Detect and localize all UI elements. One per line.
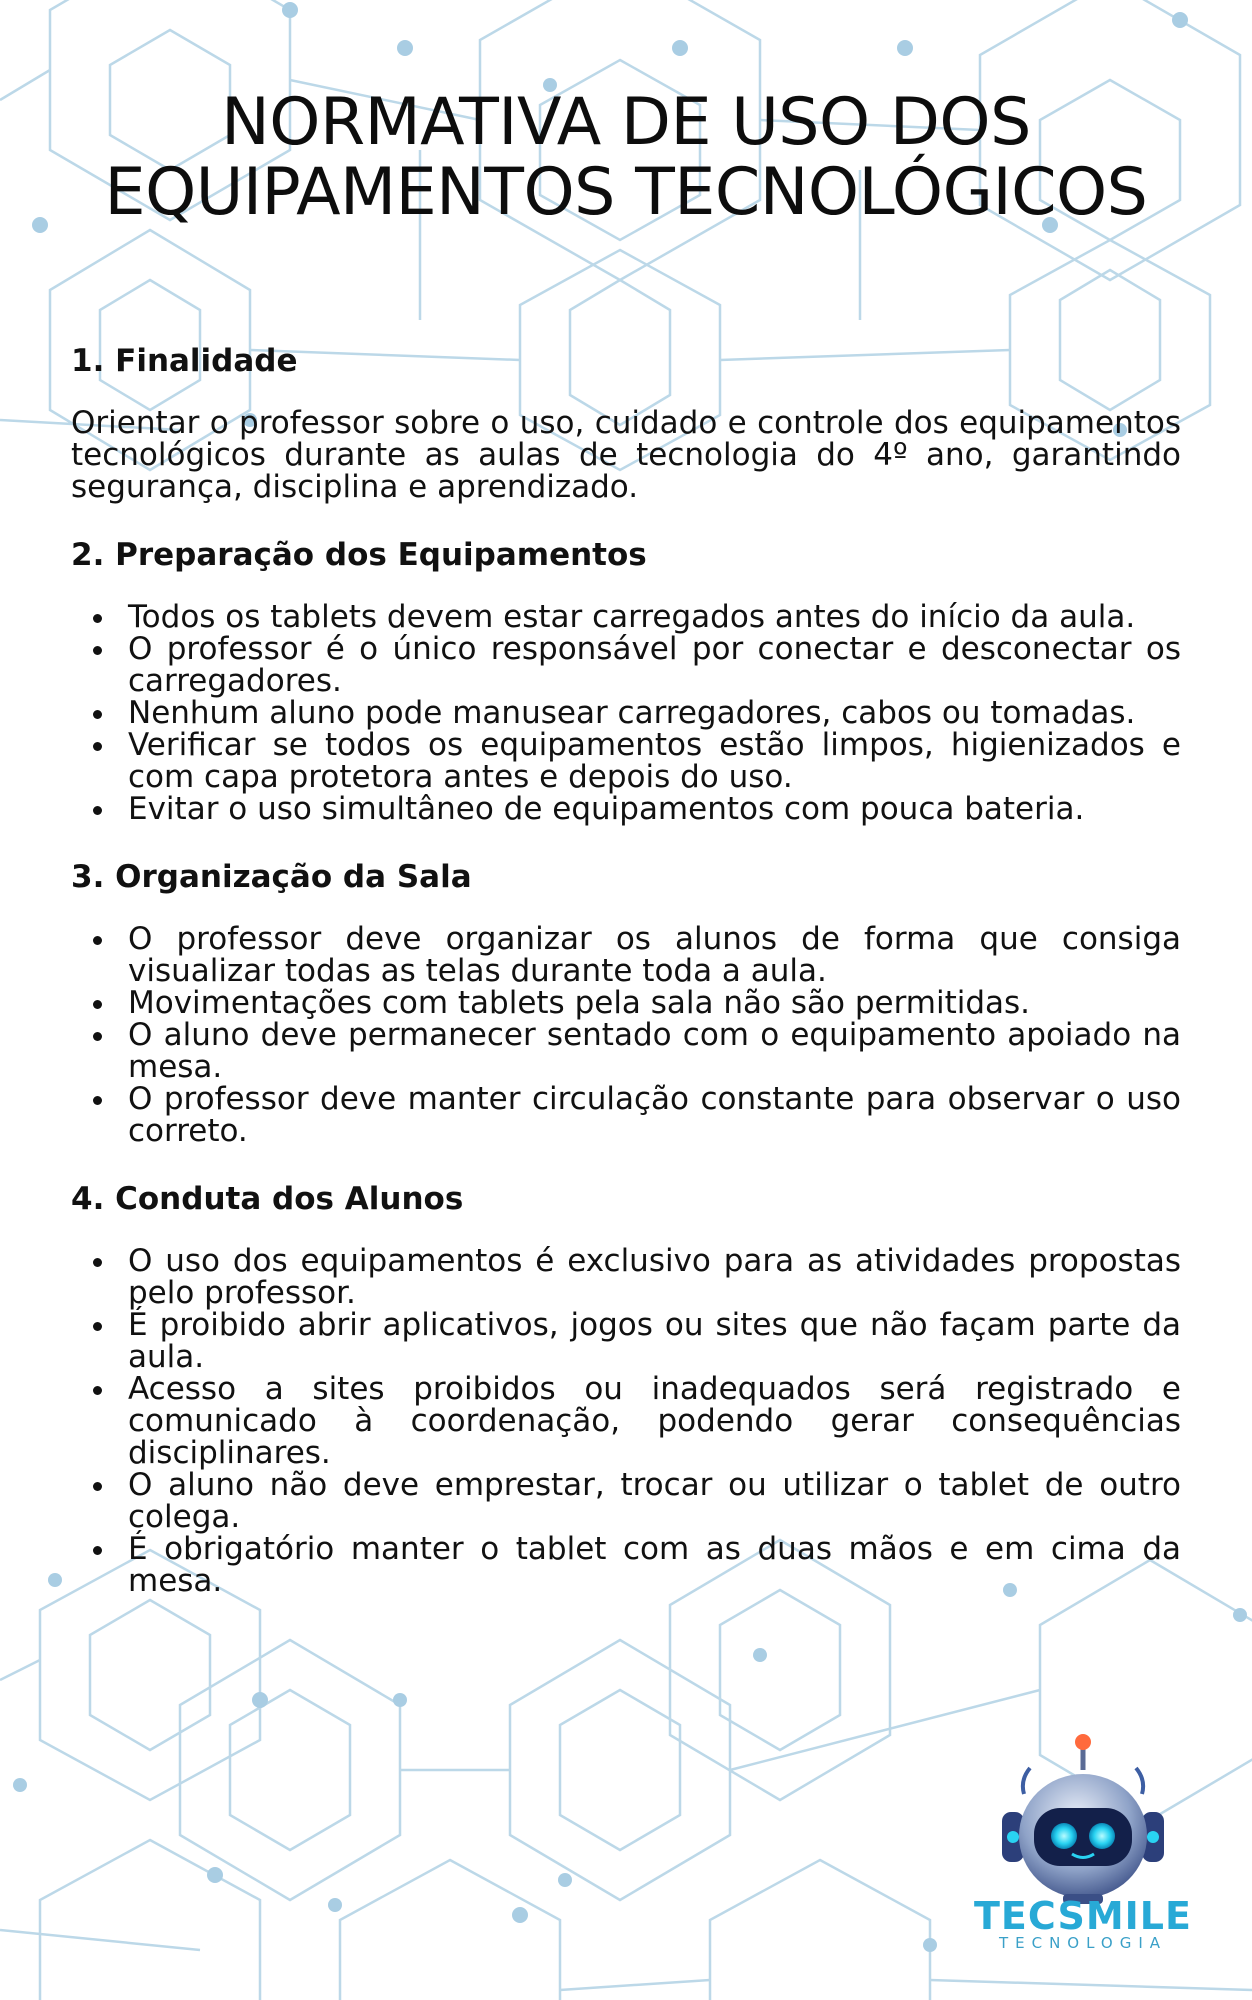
bullet-list	[71, 601, 1181, 825]
list-item: O professor deve organizar os alunos de forma que consiga visualizar todas as telas durante toda a aula.	[71, 923, 1181, 987]
section-organizacao	[71, 859, 1181, 1147]
section-heading: 4. Conduta dos Alunos	[71, 1181, 464, 1217]
logo-subtitle: TECNOLOGIA	[998, 1934, 1168, 1952]
bullet-list	[71, 1245, 1181, 1597]
section-preparacao	[71, 537, 1181, 825]
list-item: O uso dos equipamentos é exclusivo para as atividades propostas pelo professor.	[71, 1245, 1181, 1309]
list-item: Nenhum aluno pode manusear carregadores, cabos ou tomadas.	[71, 697, 1181, 729]
list-item: Acesso a sites proibidos ou inadequados será registrado e comunicado à coordenação, podendo gerar consequências disciplinares.	[71, 1373, 1181, 1469]
section-finalidade	[71, 343, 1181, 503]
page-title-line-2: EQUIPAMENTOS TECNOLÓGICOS	[104, 155, 1148, 230]
list-item: O aluno deve permanecer sentado com o equipamento apoiado na mesa.	[71, 1019, 1181, 1083]
section-heading: 3. Organização da Sala	[71, 859, 472, 895]
list-item: Verificar se todos os equipamentos estão limpos, higienizados e com capa protetora antes e depois do uso.	[71, 729, 1181, 793]
section-heading: 1. Finalidade	[71, 343, 298, 379]
logo-wordmark: TECSMILE	[974, 1894, 1192, 1938]
list-item: O professor deve manter circulação constante para observar o uso correto.	[71, 1083, 1181, 1147]
list-item: Movimentações com tablets pela sala não são permitidas.	[71, 987, 1181, 1019]
list-item: Evitar o uso simultâneo de equipamentos com pouca bateria.	[71, 793, 1181, 825]
document-body	[71, 0, 1181, 1597]
section-paragraph: Orientar o professor sobre o uso, cuidado e controle dos equipamentos tecnológicos durante as aulas de tecnologia do 4º ano, garantindo segurança, disciplina e aprendizado.	[71, 405, 1181, 505]
list-item: O aluno não deve emprestar, trocar ou utilizar o tablet de outro colega.	[71, 1469, 1181, 1533]
page-title	[71, 85, 1181, 230]
list-item: O professor é o único responsável por conectar e desconectar os carregadores.	[71, 633, 1181, 697]
list-item: Todos os tablets devem estar carregados antes do início da aula.	[71, 601, 1181, 633]
section-heading: 2. Preparação dos Equipamentos	[71, 537, 647, 573]
list-item: É proibido abrir aplicativos, jogos ou sites que não façam parte da aula.	[71, 1309, 1181, 1373]
section-conduta	[71, 1181, 1181, 1597]
bullet-list	[71, 923, 1181, 1147]
list-item: É obrigatório manter o tablet com as duas mãos e em cima da mesa.	[71, 1533, 1181, 1597]
page-title-line-1: NORMATIVA DE USO DOS	[221, 85, 1031, 160]
